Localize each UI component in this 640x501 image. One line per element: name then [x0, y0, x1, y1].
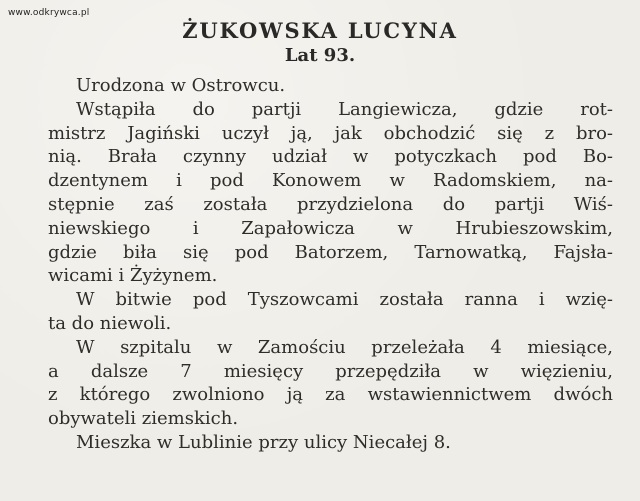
- text-line: wicami i Żyżynem.: [48, 265, 218, 287]
- text-line: nią. Brała czynny udział w potyczkach pod Bo-: [48, 146, 613, 168]
- text-line: Mieszka w Lublinie przy ulicy Niecałej 8.: [76, 431, 451, 453]
- text-line: Urodzona w Ostrowcu.: [76, 75, 286, 96]
- text-line: z którego zwolniono ją za wstawiennictwem dwóch: [48, 384, 613, 406]
- entry-name-heading: ŻUKOWSKA LUCYNA: [182, 18, 458, 43]
- text-line: obywateli ziemskich.: [48, 408, 239, 430]
- text-line: W bitwie pod Tyszowcami została ranna i wzię-: [76, 289, 613, 311]
- text-line: dzentynem i pod Konowem w Radomskiem, na-: [48, 170, 613, 192]
- text-line: ta do niewoli.: [48, 312, 172, 334]
- biography-text: [48, 74, 613, 455]
- text-line: gdzie biła się pod Batorzem, Tarnowatką, Fajsła-: [48, 241, 613, 263]
- text-line: W szpitalu w Zamościu przeleżała 4 miesiące,: [76, 336, 613, 358]
- text-line: niewskiego i Zapałowicza w Hrubieszowskim,: [48, 217, 613, 239]
- text-line: Wstąpiła do partji Langiewicza, gdzie rot-: [76, 98, 613, 120]
- entry-age: Lat 93.: [284, 45, 356, 66]
- text-line: mistrz Jagiński uczył ją, jak obchodzić się z bro-: [48, 122, 613, 144]
- watermark-url: www.odkrywca.pl: [8, 8, 90, 18]
- text-line: stępnie zaś została przydzielona do partji Wiś-: [48, 193, 613, 215]
- text-line: a dalsze 7 miesięcy przepędziła w więzieniu,: [48, 360, 613, 382]
